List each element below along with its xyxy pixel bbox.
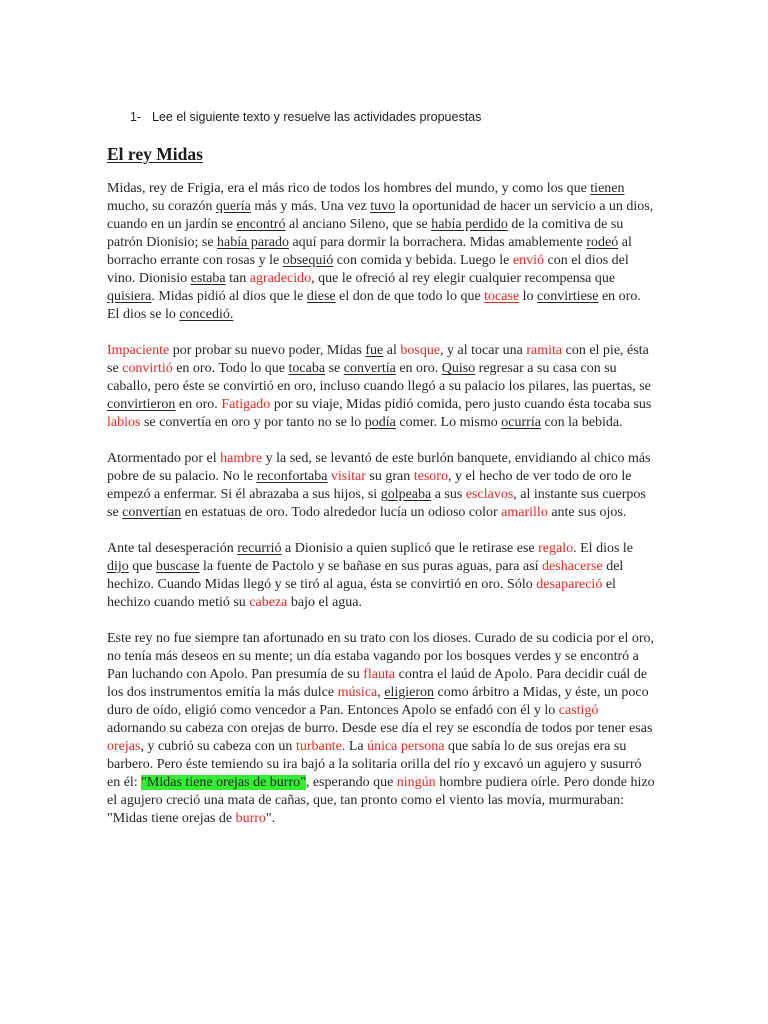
text-run: por su viaje, Midas pidió comida, pero justo cuando ésta tocaba sus bbox=[270, 397, 652, 412]
underlined-word: golpeaba bbox=[380, 487, 432, 502]
text-run: comer. Lo mismo bbox=[395, 415, 502, 430]
red-word: tesoro bbox=[413, 469, 448, 484]
text-run: al anciano Sileno, que se bbox=[285, 217, 432, 232]
underlined-word: fue bbox=[365, 343, 384, 358]
underlined-word: tienen bbox=[590, 181, 625, 196]
red-word: orejas bbox=[107, 739, 141, 754]
underlined-word: diese bbox=[306, 289, 336, 304]
story-body bbox=[107, 180, 655, 846]
text-run: con el pie, ésta se bbox=[107, 343, 649, 376]
story-paragraph bbox=[107, 180, 655, 324]
text-run: que bbox=[128, 559, 156, 574]
text-run: el hechizo cuando metió su bbox=[107, 577, 616, 610]
red-word: tocase bbox=[484, 289, 520, 304]
underlined-word: había parado bbox=[217, 235, 289, 250]
text-run: Ante tal desesperación bbox=[107, 541, 238, 556]
text-run: que sabía lo de sus orejas era su barbero. Pero éste temiendo su ira bajó a la solitaria orilla del río y excavó un agujero y susurró en él: bbox=[107, 739, 642, 790]
red-word: burro bbox=[235, 811, 266, 826]
text-run: , y el hecho de ver todo de oro le empezó a enfermar. Si él abrazaba a sus hijos, si bbox=[107, 469, 632, 502]
red-word: visitar bbox=[330, 469, 366, 484]
red-word: desapareció bbox=[536, 577, 603, 592]
underlined-word: obsequió bbox=[282, 253, 334, 268]
story-paragraph bbox=[107, 630, 655, 828]
text-run: se bbox=[325, 361, 344, 376]
red-word: envió bbox=[512, 253, 544, 268]
story-title: El rey Midas bbox=[107, 144, 203, 164]
text-run: . Midas pidió al dios que le bbox=[151, 289, 307, 304]
text-run: más y más. Una vez bbox=[250, 199, 371, 214]
text-run: con la bebida. bbox=[540, 415, 623, 430]
underlined-word: eligieron bbox=[384, 685, 434, 700]
text-run: por probar su nuevo poder, Midas bbox=[169, 343, 366, 358]
text-run: la oportunidad de hacer un servicio a un dios, cuando en un jardín se bbox=[107, 199, 654, 232]
text-run: ante sus ojos. bbox=[547, 505, 627, 520]
underlined-word: buscase bbox=[156, 559, 200, 574]
text-run: hombre pudiera oírle. Pero donde hizo el agujero creció una mata de cañas, que, tan pronto como el viento las movía, murmuraban: "Midas tiene orejas de bbox=[107, 775, 655, 826]
text-run: con el dios del vino. Dionisio bbox=[107, 253, 629, 286]
text-run: lo bbox=[519, 289, 538, 304]
underlined-word: quisiera bbox=[107, 289, 152, 304]
red-word: flauta bbox=[363, 667, 396, 682]
text-run: aquí para dormir la borrachera. Midas amablemente bbox=[288, 235, 587, 250]
underlined-word: podía bbox=[364, 415, 396, 430]
underlined-word: estaba bbox=[190, 271, 226, 286]
red-word: turbante bbox=[295, 739, 342, 754]
text-run: su gran bbox=[365, 469, 414, 484]
red-word: deshacerse bbox=[542, 559, 603, 574]
text-run: en estatuas de oro. Todo alrededor lucía un odioso color bbox=[181, 505, 502, 520]
story-paragraph bbox=[107, 450, 655, 522]
red-word: música bbox=[337, 685, 378, 700]
underlined-word: convirtieron bbox=[107, 397, 176, 412]
underlined-word: reconfortaba bbox=[256, 469, 328, 484]
text-run: en oro. bbox=[395, 361, 442, 376]
underlined-word: ocurría bbox=[501, 415, 541, 430]
text-run: Este rey no fue siempre tan afortunado en su trato con los dioses. Curado de su codicia por el oro, no tenía más deseos en su mente; un día estaba vagando por los bosques verdes y se encontró a Pan luchando con Apolo. Pan presumía de su bbox=[107, 631, 655, 682]
red-word: bosque bbox=[400, 343, 441, 358]
text-run: la fuente de Pactolo y se bañase en sus puras aguas, para así bbox=[199, 559, 543, 574]
text-run: Atormentado por el bbox=[107, 451, 221, 466]
red-word: Impaciente bbox=[107, 343, 170, 358]
underlined-word: convertían bbox=[122, 505, 182, 520]
text-run: el don de que todo lo que bbox=[335, 289, 485, 304]
text-run: mucho, su corazón bbox=[107, 199, 216, 214]
text-run: bajo el agua. bbox=[287, 595, 363, 610]
text-run: con comida y bebida. Luego le bbox=[333, 253, 513, 268]
red-word: Fatigado bbox=[221, 397, 271, 412]
text-run: al borracho errante con rosas y le bbox=[107, 235, 632, 268]
text-run: al bbox=[383, 343, 401, 358]
underlined-word: Quiso bbox=[441, 361, 476, 376]
underlined-word: tocaba bbox=[288, 361, 326, 376]
red-word: cabeza bbox=[249, 595, 288, 610]
text-run: , esperando que bbox=[305, 775, 397, 790]
text-run: del hechizo. Cuando Midas llegó y se tiró al agua, ésta se convirtió en oro. Sólo bbox=[107, 559, 624, 592]
red-word: esclavos bbox=[465, 487, 514, 502]
text-run: , que le ofreció al rey elegir cualquier recompensa que bbox=[311, 271, 616, 286]
text-run: adornando su cabeza con orejas de burro. Desde ese día el rey se escondía de todos por tener esas bbox=[107, 721, 653, 736]
underlined-word: encontró bbox=[236, 217, 286, 232]
underlined-word: dijo bbox=[107, 559, 129, 574]
red-word: ramita bbox=[526, 343, 563, 358]
text-run: a Dionisio a quien suplicó que le retirase ese bbox=[281, 541, 539, 556]
red-word: regalo bbox=[538, 541, 574, 556]
underlined-word: concedió. bbox=[179, 307, 234, 322]
text-run: . El dios le bbox=[573, 541, 634, 556]
text-run: a sus bbox=[431, 487, 466, 502]
underlined-word: tuvo bbox=[370, 199, 396, 214]
underlined-word: convertía bbox=[343, 361, 396, 376]
text-run: y la sed, se levantó de este burlón banquete, envidiando al chico más pobre de su palacio. No le bbox=[107, 451, 651, 484]
instruction-number: 1- bbox=[130, 110, 142, 124]
instruction-line bbox=[130, 110, 481, 124]
red-word: agradecido bbox=[249, 271, 312, 286]
underlined-word: quería bbox=[215, 199, 251, 214]
text-run: en oro. bbox=[175, 397, 222, 412]
red-word: única persona bbox=[367, 739, 445, 754]
text-run: , al instante sus cuerpos se bbox=[107, 487, 646, 520]
underlined-word: recurrió bbox=[237, 541, 282, 556]
text-run: ". bbox=[265, 811, 276, 826]
text-run: Midas, rey de Frigia, era el más rico de todos los hombres del mundo, y como los que bbox=[107, 181, 591, 196]
story-paragraph bbox=[107, 342, 655, 432]
instruction-text: Lee el siguiente texto y resuelve las actividades propuestas bbox=[152, 110, 482, 124]
text-run: , y al tocar una bbox=[440, 343, 527, 358]
text-run: , bbox=[377, 685, 385, 700]
red-word: ningún bbox=[396, 775, 436, 790]
text-run: en oro. Todo lo que bbox=[172, 361, 289, 376]
text-run: se convertía en oro y por tanto no se lo bbox=[140, 415, 365, 430]
red-word: amarillo bbox=[501, 505, 548, 520]
text-run: tan bbox=[225, 271, 250, 286]
underlined-word: convirtiese bbox=[537, 289, 599, 304]
text-run: , y cubrió su cabeza con un bbox=[140, 739, 296, 754]
text-run: en oro. El dios se lo bbox=[107, 289, 641, 322]
red-word: convirtió bbox=[122, 361, 173, 376]
text-run: . La bbox=[341, 739, 368, 754]
text-run: como árbitro a Midas, y éste, un poco duro de oído, eligió como vencedor a Pan. Entonces Apolo se enfadó con él y lo bbox=[107, 685, 649, 718]
red-word: castigó bbox=[558, 703, 599, 718]
highlighted-phrase: "Midas tiene orejas de burro" bbox=[141, 775, 306, 790]
underlined-word: rodeó bbox=[586, 235, 619, 250]
story-paragraph bbox=[107, 540, 655, 612]
underlined-word: había perdido bbox=[431, 217, 508, 232]
red-word: hambre bbox=[220, 451, 263, 466]
text-run: regresar a su casa con su caballo, pero éste se convirtió en oro, incluso cuando llegó a su palacio los pilares, las puertas, se bbox=[107, 361, 651, 394]
text-run: contra el laúd de Apolo. Para decidir cuál de los dos instrumentos emitía la más dulce bbox=[107, 667, 648, 700]
red-word: labios bbox=[107, 415, 141, 430]
text-run: de la comitiva de su patrón Dionisio; se bbox=[107, 217, 624, 250]
